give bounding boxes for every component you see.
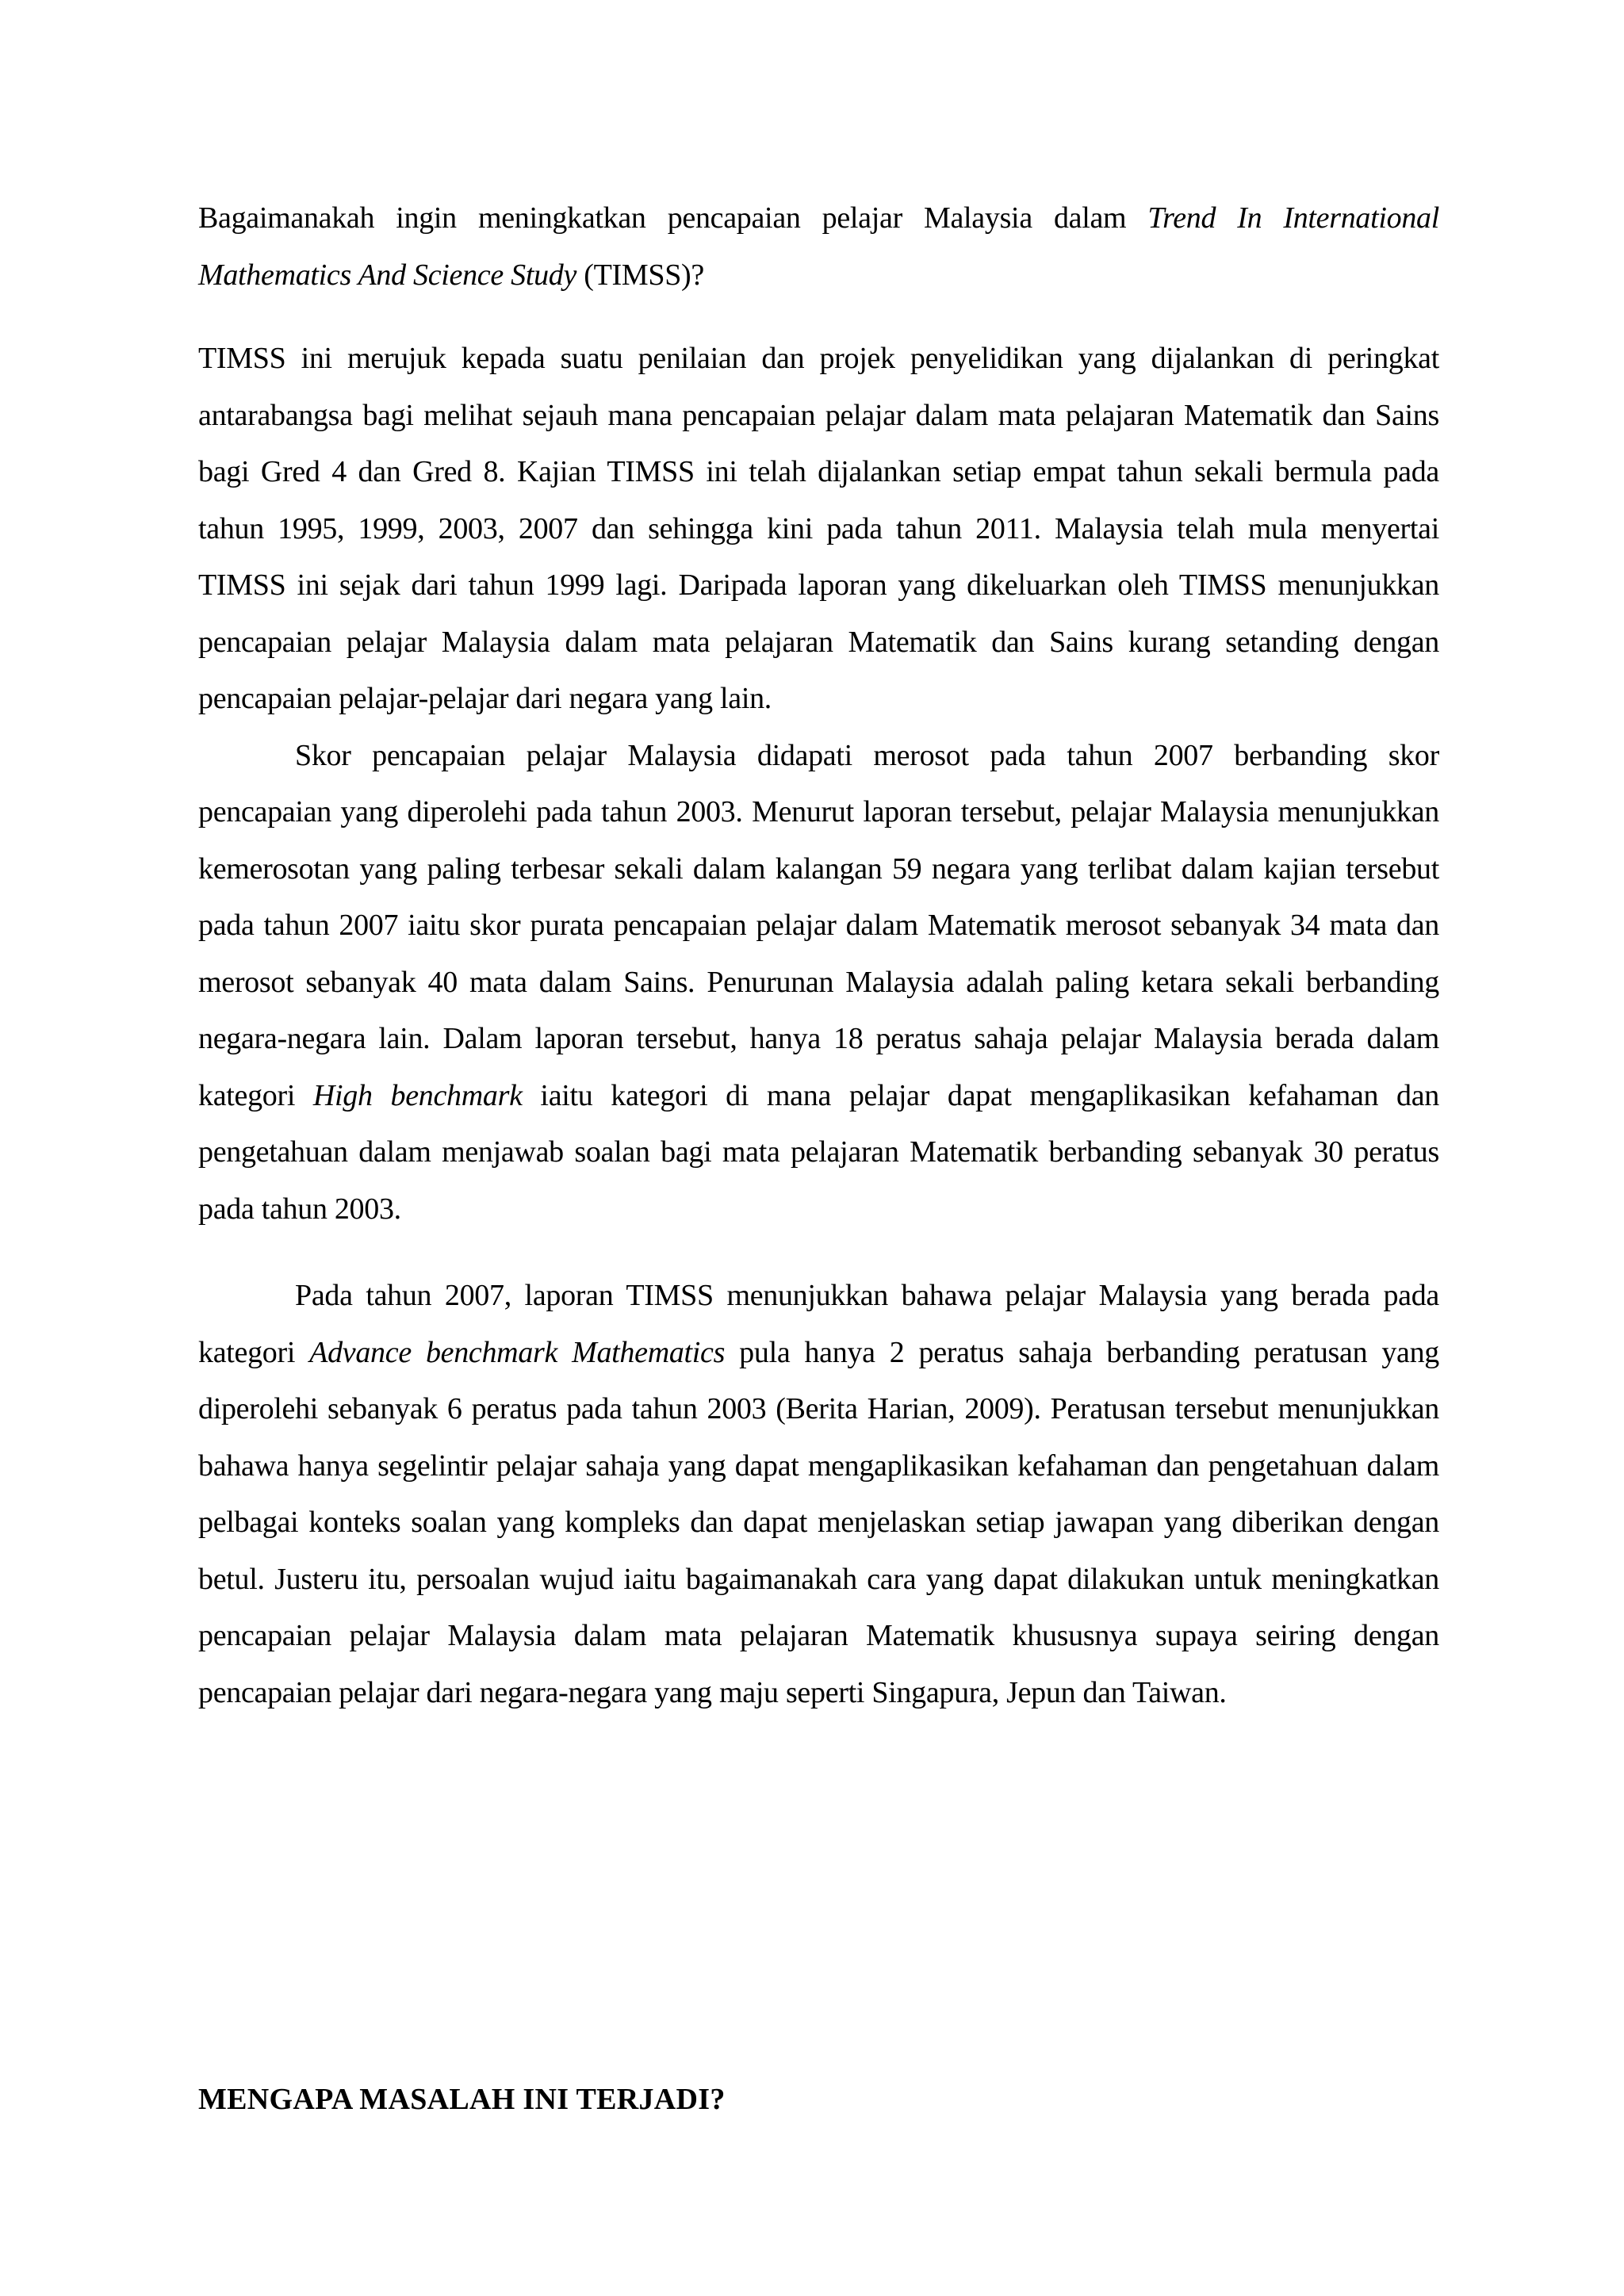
intro-italic-title: Trend In International Mathematics And Science Study <box>198 201 1439 292</box>
section-heading: MENGAPA MASALAH INI TERJADI? <box>198 2083 726 2116</box>
paragraph-score-decline <box>198 728 1439 1238</box>
para2-text-before: Skor pencapaian pelajar Malaysia didapati merosot pada tahun 2007 berbanding skor pencapaian yang diperolehi pada tahun 2003. Menurut laporan tersebut, pelajar Malaysia menunjukkan kemerosotan yang paling terbesar sekali dalam kalangan 59 negara yang terlibat dalam kajian tersebut pada tahun 2007 iaitu skor purata pencapaian pelajar dalam Matematik merosot sebanyak 34 mata dan merosot sebanyak 40 mata dalam Sains. Penurunan Malaysia adalah paling ketara sekali berbanding negara-negara lain. Dalam laporan tersebut, hanya 18 peratus sahaja pelajar Malaysia berada dalam kategori <box>198 738 1439 1112</box>
para2-text-after: iaitu kategori di mana pelajar dapat mengaplikasikan kefahaman dan pengetahuan dalam menjawab soalan bagi mata pelajaran Matematik berbanding sebanyak 30 peratus pada tahun 2003. <box>198 1078 1439 1226</box>
intro-text-after: (TIMSS)? <box>576 258 704 292</box>
intro-text-before: Bagaimanakah ingin meningkatkan pencapaian pelajar Malaysia dalam <box>198 201 1148 235</box>
paragraph-timss-overview: TIMSS ini merujuk kepada suatu penilaian dan projek penyelidikan yang dijalankan di peringkat antarabangsa bagi melihat sejauh mana pencapaian pelajar dalam mata pelajaran Matematik dan Sains bagi Gred 4 dan Gred 8. Kajian TIMSS ini telah dijalankan setiap empat tahun sekali bermula pada tahun 1995, 1999, 2003, 2007 dan sehingga kini pada tahun 2011. Malaysia telah mula menyertai TIMSS ini sejak dari tahun 1999 lagi. Daripada laporan yang dikeluarkan oleh TIMSS menunjukkan pencapaian pelajar Malaysia dalam mata pelajaran Matematik dan Sains kurang setanding dengan pencapaian pelajar-pelajar dari negara yang lain. <box>198 342 1439 715</box>
para2-italic-term: High benchmark <box>312 1078 523 1112</box>
para3-text-before: Pada tahun 2007, laporan TIMSS menunjukkan bahawa pelajar Malaysia yang berada pada kategori <box>198 1279 1439 1369</box>
paragraph-advance-benchmark <box>198 1268 1439 1721</box>
document-body <box>198 190 1439 1721</box>
para3-text-after: pula hanya 2 peratus sahaja berbanding peratusan yang diperolehi sebanyak 6 peratus pada tahun 2003 (Berita Harian, 2009). Peratusan tersebut menunjukkan bahawa hanya segelintir pelajar sahaja yang dapat mengaplikasikan kefahaman dan pengetahuan dalam pelbagai konteks soalan yang kompleks dan dapat menjelaskan setiap jawapan yang diberikan dengan betul. Justeru itu, persoalan wujud iaitu bagaimanakah cara yang dapat dilakukan untuk meningkatkan pencapaian pelajar Malaysia dalam mata pelajaran Matematik khususnya supaya seiring dengan pencapaian pelajar dari negara-negara yang maju seperti Singapura, Jepun dan Taiwan. <box>198 1335 1440 1709</box>
para3-italic-term: Advance benchmark Mathematics <box>309 1335 726 1369</box>
intro-question <box>198 190 1439 304</box>
